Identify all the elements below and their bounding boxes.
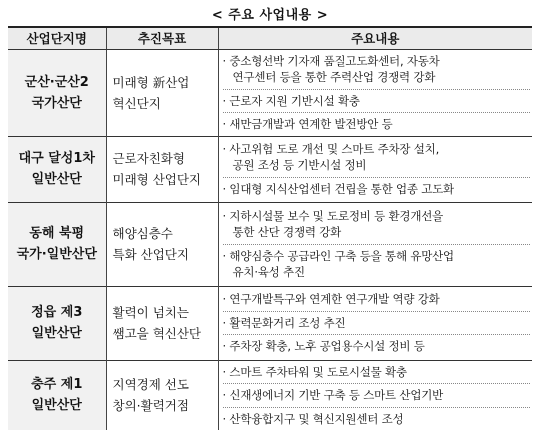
content-item [223,50,531,90]
content-line: · 중소형선박 기자재 품질고도화센터, 자동차 [222,53,440,68]
complex-name-line: 일반산단 [31,326,82,341]
table-header-row [8,27,532,49]
complex-name-line: 국가·일반산단 [16,247,97,262]
content-line: · 활력문화거리 조성 추진 [222,315,346,330]
content-line: 연구센터 등을 통한 주력산업 경쟁력 강화 [232,70,436,84]
content-item [223,138,531,178]
goal-line: 근로자친화형 [112,151,185,166]
header-goal: 추진목표 [106,27,218,49]
goal-cell [106,49,218,136]
complex-name-cell [8,360,106,430]
content-line: · 신재생에너지 기반 구축 등 스마트 산업기반 [222,388,444,402]
complex-name-line: 충주 제1 [31,377,83,393]
complex-name-cell [8,136,106,202]
content-cell [218,49,532,136]
goal-line: 혁신단지 [112,95,161,111]
content-item [223,312,531,336]
table-title: < 주요 사업내용 > [211,8,329,23]
complex-name-line: 일반산단 [31,398,82,414]
goal-line: 해양심층수 [112,226,173,241]
content-item [223,288,531,312]
content-line: · 사고위험 도로 개선 및 스마트 주차장 설치, [222,141,440,156]
content-line: 유치·육성 추진 [232,265,305,279]
content-cell [218,286,532,360]
table-row [8,136,532,202]
content-item [223,205,531,245]
content-cell [218,360,532,430]
table-row [8,49,532,136]
goal-line: 특화 산업단지 [112,247,189,262]
content-item [223,245,531,284]
content-line: · 임대형 지식산업센터 건립을 통한 업종 고도화 [222,181,454,196]
complex-name-cell [8,49,106,136]
table-row [8,202,532,286]
content-line: · 근로자 지원 기반시설 확충 [222,93,360,108]
content-line: · 지하시설물 보수 및 도로정비 등 환경개선을 [222,208,444,223]
header-main-content: 주요내용 [218,27,532,49]
content-item [223,113,531,136]
content-line: 통한 산단 경쟁력 강화 [232,225,342,239]
content-item [223,335,531,358]
header-complex-name: 산업단지명 [8,27,106,49]
complex-name-line: 군산·군산2 [24,74,89,90]
table-row [8,286,532,360]
complex-name-line: 일반산단 [31,172,82,187]
goal-cell [106,286,218,360]
content-line: · 산학융합지구 및 혁신지원센터 조성 [222,411,404,426]
complex-name-cell [8,202,106,286]
content-line: · 스마트 주차타워 및 도로시설물 확충 [222,364,407,379]
goal-cell [106,136,218,202]
table-row [8,360,532,430]
goal-cell [106,360,218,430]
content-item [223,361,531,385]
goal-line: 쌤고을 혁신산단 [112,326,201,341]
content-line: · 새만금개발과 연계한 발전방안 등 [222,117,393,131]
content-line: · 주차장 확충, 노후 공업용수시설 정비 등 [222,339,425,354]
goal-line: 지역경제 선도 [112,377,189,393]
goal-cell [106,202,218,286]
content-item [223,178,531,201]
goal-line: 활력이 넘치는 [112,305,189,320]
content-item [223,90,531,114]
content-line: 공원 조성 등 기반시설 정비 [232,158,367,173]
goal-line: 미래형 新산업 [112,74,190,90]
complex-name-line: 정읍 제3 [31,305,83,320]
content-cell [218,202,532,286]
complex-name-line: 대구 달성1차 [18,151,95,166]
content-line: · 해양심층수 공급라인 구축 등을 통해 유망산업 [222,248,454,263]
business-content-table [8,26,532,430]
content-cell [218,136,532,202]
content-line: · 연구개발특구와 연계한 연구개발 역량 강화 [222,292,440,307]
complex-name-line: 국가산단 [31,95,82,111]
content-item [223,384,531,408]
complex-name-cell [8,286,106,360]
complex-name-line: 동해 북평 [29,226,85,241]
content-item [223,408,531,430]
goal-line: 창의·활력거점 [112,398,189,414]
goal-line: 미래형 산업단지 [112,172,201,187]
